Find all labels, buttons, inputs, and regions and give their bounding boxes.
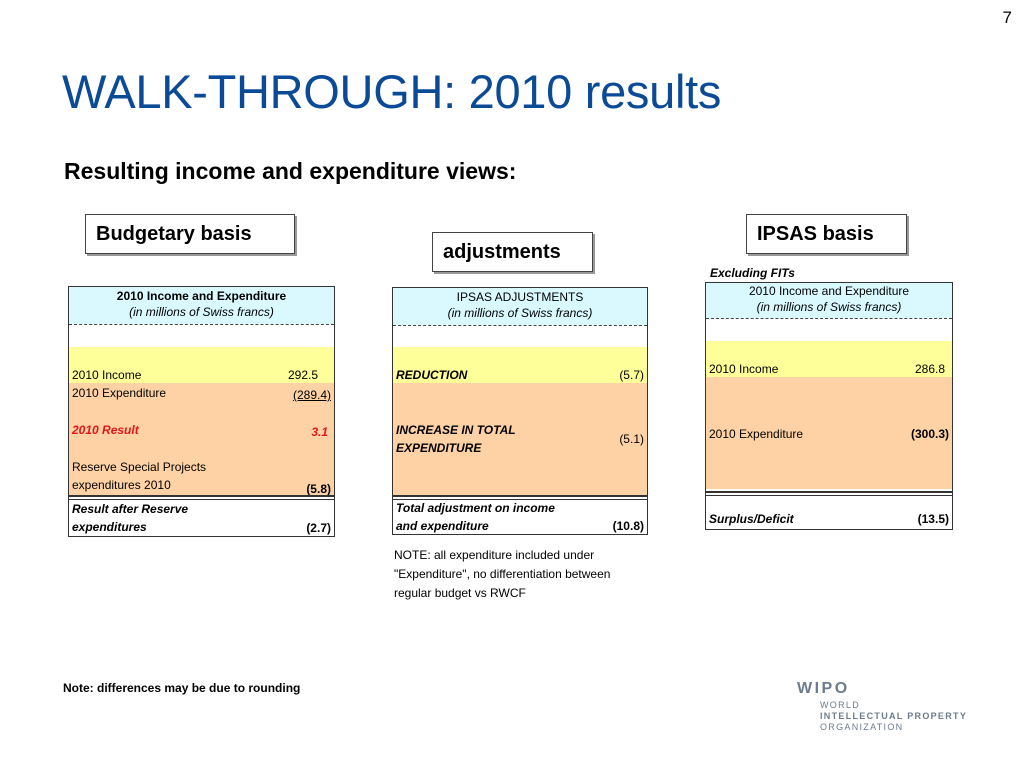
adjustments-note [394, 546, 664, 603]
page-number: 7 [1002, 8, 1012, 27]
ipsas-basis-label: IPSAS basis [746, 214, 907, 254]
divider [706, 491, 952, 493]
logo-line: ORGANIZATION [820, 722, 904, 732]
result-after-reserve-value: (2.7) [306, 521, 331, 535]
budgetary-basis-label: Budgetary basis [85, 214, 295, 254]
result-after-reserve-line2: expenditures [72, 520, 147, 534]
divider [393, 495, 647, 497]
logo-line: INTELLECTUAL PROPERTY [820, 711, 968, 721]
reduction-value: (5.7) [619, 368, 644, 382]
rounding-footnote: Note: differences may be due to rounding [63, 681, 301, 695]
total-adjustment-value: (10.8) [612, 519, 644, 533]
budgetary-table-header [69, 287, 334, 324]
slide-title: WALK-THROUGH: 2010 results [62, 65, 722, 118]
note-line: "Expenditure", no differentiation between [394, 567, 611, 581]
adjustments-header-title: IPSAS ADJUSTMENTS [456, 290, 584, 304]
adjustments-table-header [393, 288, 647, 325]
reserve-label-line2: expenditures 2010 [72, 478, 171, 492]
result-after-reserve-line1: Result after Reserve [72, 502, 189, 516]
budgetary-table [68, 286, 335, 537]
reserve-value: (5.8) [306, 482, 331, 496]
divider [69, 495, 334, 497]
reduction-label: REDUCTION [396, 368, 468, 382]
slide-subtitle: Resulting income and expenditure views: [64, 158, 517, 184]
divider [69, 324, 334, 325]
budgetary-header-units: (in millions of Swiss francs) [129, 305, 274, 319]
wipo-logo-text [820, 700, 967, 733]
reserve-label-line1: Reserve Special Projects [72, 460, 207, 474]
increase-label-line1: INCREASE IN TOTAL [396, 423, 516, 437]
ipsas-expenditure-label: 2010 Expenditure [709, 427, 804, 441]
budgetary-expenditure-label: 2010 Expenditure [72, 386, 167, 400]
adjustments-label: adjustments [432, 232, 593, 272]
divider [393, 325, 647, 326]
adjustments-header-units: (in millions of Swiss francs) [447, 306, 593, 320]
logo-line: WORLD [820, 700, 860, 710]
budgetary-result-value: 3.1 [311, 425, 328, 439]
budgetary-expenditure-value: (289.4) [292, 388, 331, 402]
budgetary-header-title: 2010 Income and Expenditure [116, 289, 287, 303]
excluding-fits-caption: Excluding FITs [710, 266, 795, 280]
budgetary-income-label: 2010 Income [72, 368, 142, 382]
surplus-deficit-value: (13.5) [917, 512, 949, 526]
note-line: NOTE: all expenditure included under [394, 548, 595, 562]
budgetary-income-value: 292.5 [287, 368, 318, 382]
wipo-logo: WIPO [797, 680, 850, 697]
divider [706, 318, 952, 319]
ipsas-expenditure-value: (300.3) [910, 427, 949, 441]
total-adjustment-line2: and expenditure [396, 519, 489, 533]
adjustments-table [392, 287, 648, 535]
divider [706, 495, 952, 496]
increase-value: (5.1) [619, 432, 644, 446]
ipsas-table-header [706, 283, 952, 318]
budgetary-result-label: 2010 Result [72, 423, 139, 437]
ipsas-income-value: 286.8 [914, 362, 945, 376]
ipsas-income-label: 2010 Income [709, 362, 779, 376]
ipsas-header-title: 2010 Income and Expenditure [748, 284, 910, 298]
total-adjustment-line1: Total adjustment on income [396, 501, 555, 515]
ipsas-header-units: (in millions of Swiss francs) [756, 300, 902, 314]
note-line: regular budget vs RWCF [394, 586, 526, 600]
ipsas-table [705, 282, 953, 530]
increase-label-line2: EXPENDITURE [396, 441, 482, 455]
surplus-deficit-label: Surplus/Deficit [709, 512, 794, 526]
